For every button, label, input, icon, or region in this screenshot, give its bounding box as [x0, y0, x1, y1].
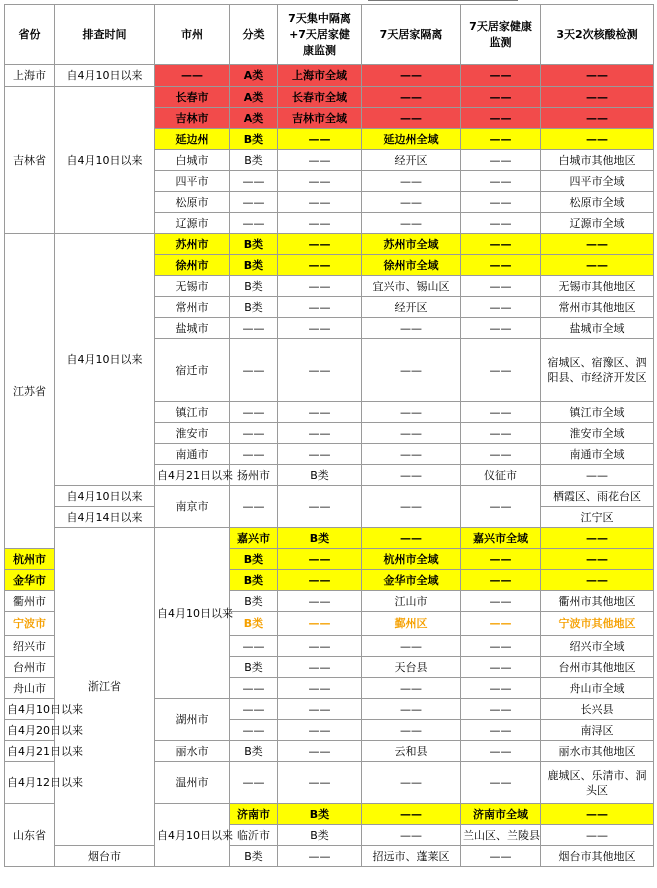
- table-cell: 嘉兴市: [230, 528, 278, 549]
- table-cell: ——: [278, 657, 362, 678]
- table-cell: ——: [230, 213, 278, 234]
- table-cell: ——: [541, 570, 654, 591]
- table-cell: 自4月21日以来: [155, 465, 230, 486]
- table-cell: ——: [362, 339, 461, 402]
- table-cell: ——: [362, 804, 461, 825]
- header-province: 省份: [5, 5, 55, 65]
- table-cell: ——: [541, 549, 654, 570]
- table-cell: ——: [155, 65, 230, 87]
- table-cell: ——: [541, 129, 654, 150]
- table-cell: ——: [461, 423, 541, 444]
- table-cell: 经开区: [362, 150, 461, 171]
- table-cell: ——: [362, 171, 461, 192]
- table-cell: 无锡市其他地区: [541, 276, 654, 297]
- table-cell: 苏州市全域: [362, 234, 461, 255]
- table-cell: ——: [461, 720, 541, 741]
- table-cell: ——: [278, 741, 362, 762]
- table-cell: 宜兴市、锡山区: [362, 276, 461, 297]
- table-cell: 自4月14日以来: [55, 507, 155, 528]
- table-cell: ——: [278, 486, 362, 528]
- table-row: [5, 65, 654, 87]
- table-cell: ——: [461, 255, 541, 276]
- table-cell: ——: [541, 234, 654, 255]
- table-cell: 镇江市全域: [541, 402, 654, 423]
- table-cell: A类: [230, 65, 278, 87]
- table-cell: ——: [278, 171, 362, 192]
- table-cell: 自4月12日以来: [5, 762, 55, 804]
- table-cell: B类: [230, 234, 278, 255]
- table-cell: ——: [278, 255, 362, 276]
- table-cell: ——: [362, 108, 461, 129]
- header-quarantine-7-plus-7: 7天集中隔离+7天居家健康监测: [278, 5, 362, 65]
- table-cell: 上海市: [5, 65, 55, 87]
- table-cell: 四平市全域: [541, 171, 654, 192]
- table-cell: ——: [461, 741, 541, 762]
- table-cell: 济南市全域: [461, 804, 541, 825]
- table-cell: ——: [362, 444, 461, 465]
- table-cell: 温州市: [155, 762, 230, 804]
- table-cell: ——: [461, 234, 541, 255]
- table-cell: ——: [278, 213, 362, 234]
- table-cell: ——: [278, 423, 362, 444]
- header-screening-time: 排查时间: [55, 5, 155, 65]
- table-cell: ——: [461, 108, 541, 129]
- table-cell: ——: [461, 636, 541, 657]
- table-cell: ——: [230, 720, 278, 741]
- table-cell: 烟台市: [55, 846, 155, 867]
- table-cell: 杭州市: [5, 549, 55, 570]
- table-cell: ——: [278, 549, 362, 570]
- table-cell: ——: [230, 423, 278, 444]
- table-cell: ——: [362, 402, 461, 423]
- table-cell: 鄞州区: [362, 612, 461, 636]
- table-cell: B类: [230, 591, 278, 612]
- header-nucleic-test-3d: 3天2次核酸检测: [541, 5, 654, 65]
- table-cell: B类: [230, 276, 278, 297]
- table-cell: 台州市: [5, 657, 55, 678]
- table-cell: 宿城区、宿豫区、泗阳县、市经济开发区: [541, 339, 654, 402]
- table-cell: A类: [230, 87, 278, 108]
- table-cell: ——: [461, 444, 541, 465]
- table-cell: 湖州市: [155, 699, 230, 741]
- header-city: 市州: [155, 5, 230, 65]
- epidemic-table-container: [4, 4, 654, 867]
- table-row: [5, 234, 654, 255]
- table-cell: 松原市全域: [541, 192, 654, 213]
- table-cell: ——: [362, 762, 461, 804]
- table-cell: 盐城市全域: [541, 318, 654, 339]
- table-cell: 常州市其他地区: [541, 297, 654, 318]
- table-cell: 舟山市全域: [541, 678, 654, 699]
- table-row: [5, 87, 654, 108]
- table-cell: 江宁区: [541, 507, 654, 528]
- table-cell: 松原市: [155, 192, 230, 213]
- table-cell: ——: [278, 129, 362, 150]
- table-cell: ——: [461, 171, 541, 192]
- header-category: 分类: [230, 5, 278, 65]
- table-cell: 衢州市其他地区: [541, 591, 654, 612]
- header-home-monitoring-7: 7天居家健康监测: [461, 5, 541, 65]
- table-cell: ——: [461, 192, 541, 213]
- table-cell: ——: [278, 276, 362, 297]
- table-row: [5, 486, 654, 507]
- table-cell: ——: [278, 570, 362, 591]
- table-cell: 衢州市: [5, 591, 55, 612]
- table-cell: 杭州市全域: [362, 549, 461, 570]
- table-cell: A类: [230, 108, 278, 129]
- table-cell: 绍兴市全域: [541, 636, 654, 657]
- table-cell: 淮安市: [155, 423, 230, 444]
- table-cell: ——: [230, 444, 278, 465]
- table-cell: ——: [362, 636, 461, 657]
- table-cell: 苏州市: [155, 234, 230, 255]
- table-cell: 宁波市其他地区: [541, 612, 654, 636]
- table-cell: ——: [362, 65, 461, 87]
- table-cell: B类: [230, 129, 278, 150]
- table-cell: 天台县: [362, 657, 461, 678]
- table-cell: ——: [278, 720, 362, 741]
- table-cell: ——: [278, 192, 362, 213]
- table-cell: B类: [278, 825, 362, 846]
- table-row: [5, 528, 654, 549]
- table-cell: ——: [461, 276, 541, 297]
- table-cell: 吉林市全域: [278, 108, 362, 129]
- table-cell: ——: [461, 591, 541, 612]
- table-cell: 长兴县: [541, 699, 654, 720]
- table-cell: ——: [362, 678, 461, 699]
- table-cell: 济南市: [230, 804, 278, 825]
- table-cell: B类: [230, 612, 278, 636]
- table-cell: ——: [362, 423, 461, 444]
- table-cell: 自4月10日以来: [155, 804, 230, 867]
- table-cell: 金华市全域: [362, 570, 461, 591]
- table-cell: 自4月10日以来: [155, 528, 230, 699]
- table-cell: ——: [362, 192, 461, 213]
- table-cell: 南通市: [155, 444, 230, 465]
- table-cell: ——: [541, 528, 654, 549]
- table-cell: 延边州全域: [362, 129, 461, 150]
- table-cell: ——: [541, 804, 654, 825]
- table-cell: 无锡市: [155, 276, 230, 297]
- table-cell: ——: [230, 678, 278, 699]
- table-cell: ——: [461, 612, 541, 636]
- table-cell: 长春市: [155, 87, 230, 108]
- table-cell: 丽水市其他地区: [541, 741, 654, 762]
- table-cell: B类: [278, 465, 362, 486]
- table-cell: 江山市: [362, 591, 461, 612]
- table-cell: 四平市: [155, 171, 230, 192]
- table-cell: ——: [278, 234, 362, 255]
- table-cell: 常州市: [155, 297, 230, 318]
- table-cell: 鹿城区、乐清市、洞头区: [541, 762, 654, 804]
- table-cell: 招远市、蓬莱区: [362, 846, 461, 867]
- table-cell: B类: [230, 549, 278, 570]
- header-home-quarantine-7: 7天居家隔离: [362, 5, 461, 65]
- table-cell: 南浔区: [541, 720, 654, 741]
- table-cell: ——: [278, 339, 362, 402]
- table-cell: 丽水市: [155, 741, 230, 762]
- table-cell: ——: [278, 318, 362, 339]
- table-cell: 白城市其他地区: [541, 150, 654, 171]
- table-cell: 云和县: [362, 741, 461, 762]
- table-cell: ——: [278, 150, 362, 171]
- table-cell: 江苏省: [5, 234, 55, 549]
- table-cell: B类: [230, 570, 278, 591]
- table-cell: 自4月10日以来: [5, 699, 55, 720]
- table-cell: B类: [278, 804, 362, 825]
- table-cell: ——: [278, 591, 362, 612]
- table-cell: 浙江省: [55, 528, 155, 846]
- table-cell: 自4月10日以来: [55, 486, 155, 507]
- table-cell: B类: [230, 846, 278, 867]
- table-cell: ——: [461, 213, 541, 234]
- table-cell: 自4月10日以来: [55, 65, 155, 87]
- table-cell: ——: [230, 318, 278, 339]
- table-cell: 吉林省: [5, 87, 55, 234]
- table-cell: ——: [362, 528, 461, 549]
- table-cell: ——: [278, 402, 362, 423]
- table-cell: ——: [278, 636, 362, 657]
- table-cell: ——: [461, 297, 541, 318]
- table-cell: ——: [230, 402, 278, 423]
- table-cell: 辽源市全域: [541, 213, 654, 234]
- table-cell: 吉林市: [155, 108, 230, 129]
- table-cell: ——: [362, 213, 461, 234]
- table-cell: ——: [461, 846, 541, 867]
- table-cell: 扬州市: [230, 465, 278, 486]
- table-cell: ——: [278, 699, 362, 720]
- table-cell: ——: [461, 549, 541, 570]
- table-cell: 淮安市全域: [541, 423, 654, 444]
- table-cell: ——: [461, 318, 541, 339]
- table-cell: 自4月20日以来: [5, 720, 55, 741]
- table-cell: ——: [278, 846, 362, 867]
- table-cell: ——: [230, 192, 278, 213]
- table-cell: ——: [461, 150, 541, 171]
- table-cell: 绍兴市: [5, 636, 55, 657]
- table-cell: ——: [230, 699, 278, 720]
- table-cell: ——: [541, 87, 654, 108]
- table-cell: ——: [278, 762, 362, 804]
- table-cell: ——: [362, 318, 461, 339]
- table-cell: 盐城市: [155, 318, 230, 339]
- table-cell: 白城市: [155, 150, 230, 171]
- table-cell: 舟山市: [5, 678, 55, 699]
- table-cell: ——: [230, 171, 278, 192]
- table-cell: 山东省: [5, 804, 55, 867]
- table-cell: ——: [278, 612, 362, 636]
- table-cell: ——: [230, 486, 278, 528]
- table-cell: ——: [461, 87, 541, 108]
- table-cell: B类: [230, 150, 278, 171]
- table-cell: ——: [278, 444, 362, 465]
- table-cell: 徐州市: [155, 255, 230, 276]
- table-cell: 南京市: [155, 486, 230, 528]
- table-cell: ——: [541, 65, 654, 87]
- table-cell: 南通市全域: [541, 444, 654, 465]
- table-cell: 仪征市: [461, 465, 541, 486]
- table-cell: ——: [461, 762, 541, 804]
- table-cell: ——: [362, 87, 461, 108]
- table-cell: ——: [461, 699, 541, 720]
- table-cell: B类: [278, 528, 362, 549]
- table-cell: ——: [362, 486, 461, 528]
- table-cell: 长春市全域: [278, 87, 362, 108]
- table-cell: 临沂市: [230, 825, 278, 846]
- table-cell: ——: [362, 699, 461, 720]
- table-cell: 烟台市其他地区: [541, 846, 654, 867]
- table-cell: 自4月21日以来: [5, 741, 55, 762]
- table-cell: 宁波市: [5, 612, 55, 636]
- table-cell: ——: [278, 678, 362, 699]
- table-cell: 栖霞区、雨花台区: [541, 486, 654, 507]
- table-cell: 嘉兴市全域: [461, 528, 541, 549]
- table-cell: ——: [461, 129, 541, 150]
- table-cell: ——: [461, 486, 541, 528]
- table-cell: ——: [541, 825, 654, 846]
- table-cell: 延边州: [155, 129, 230, 150]
- table-cell: 兰山区、兰陵县: [461, 825, 541, 846]
- table-cell: ——: [230, 636, 278, 657]
- table-cell: B类: [230, 255, 278, 276]
- table-cell: ——: [541, 108, 654, 129]
- epidemic-screening-table: [4, 4, 654, 867]
- table-cell: ——: [461, 402, 541, 423]
- table-cell: B类: [230, 657, 278, 678]
- table-cell: ——: [230, 339, 278, 402]
- header-row: [5, 5, 654, 65]
- table-cell: 自4月10日以来: [55, 234, 155, 486]
- table-cell: 台州市其他地区: [541, 657, 654, 678]
- table-cell: ——: [362, 825, 461, 846]
- table-cell: ——: [461, 570, 541, 591]
- table-cell: ——: [461, 657, 541, 678]
- table-cell: ——: [362, 465, 461, 486]
- table-cell: B类: [230, 741, 278, 762]
- table-cell: ——: [461, 678, 541, 699]
- table-cell: 上海市全域: [278, 65, 362, 87]
- table-cell: 徐州市全域: [362, 255, 461, 276]
- table-cell: 经开区: [362, 297, 461, 318]
- table-cell: ——: [541, 465, 654, 486]
- table-cell: 镇江市: [155, 402, 230, 423]
- table-cell: 宿迁市: [155, 339, 230, 402]
- table-cell: B类: [230, 297, 278, 318]
- table-cell: ——: [461, 65, 541, 87]
- table-row: [5, 846, 654, 867]
- table-cell: ——: [278, 297, 362, 318]
- table-cell: ——: [230, 762, 278, 804]
- table-cell: ——: [362, 720, 461, 741]
- table-cell: ——: [461, 339, 541, 402]
- table-cell: 金华市: [5, 570, 55, 591]
- table-cell: 自4月10日以来: [55, 87, 155, 234]
- table-cell: ——: [541, 255, 654, 276]
- table-cell: 辽源市: [155, 213, 230, 234]
